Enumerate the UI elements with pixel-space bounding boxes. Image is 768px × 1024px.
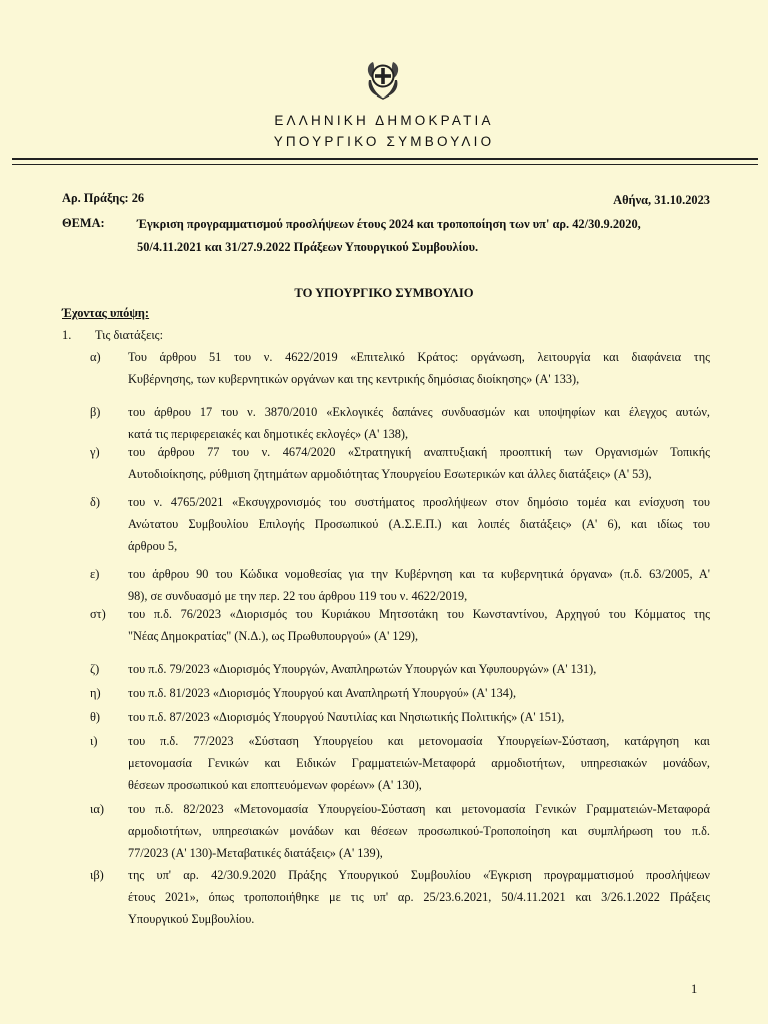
provision-line: Του άρθρου 51 του ν. 4622/2019 «Επιτελικό Κράτος: οργάνωση, λειτουργία και διαφάνεια της: [128, 350, 710, 364]
provision-line: του ν. 4765/2021 «Εκσυγχρονισμός του συστήματος προσλήψεων στον δημόσιο τομέα και ενίσχυση του: [128, 495, 710, 509]
provision-text: [128, 603, 710, 647]
provision-line: Αυτοδιοίκησης, ρύθμιση ζητημάτων αρμοδιότητας Υπουργείου Εσωτερικών και άλλες διατάξεις» (Α' 53),: [128, 467, 652, 481]
provision-line: του π.δ. 79/2023 «Διορισμός Υπουργών, Αναπληρωτών Υπουργών και Υφυπουργών» (Α' 131),: [128, 662, 597, 676]
provision-line: Κυβέρνησης, των κυβερνητικών οργάνων και της κεντρικής δημόσιας διοίκησης» (Α' 133),: [128, 372, 580, 386]
provision-line: Ανώτατου Συμβουλίου Επιλογής Προσωπικού (Α.Σ.Ε.Π.) και λοιπές διατάξεις» (Α' 6), και ιδίως του: [128, 517, 710, 531]
header-cabinet: ΥΠΟΥΡΓΙΚΟ ΣΥΜΒΟΥΛΙΟ: [273, 134, 495, 149]
provision-line: άρθρου 5,: [128, 539, 178, 553]
provision-line: 77/2023 (Α' 130)-Μεταβατικές διατάξεις» (Α' 139),: [128, 846, 383, 860]
provision-text: [128, 682, 710, 704]
provision-line: θέσεων προσωπικού και εποπτευόμενων φορέων» (Α' 130),: [128, 778, 422, 792]
provision-line: του άρθρου 17 του ν. 3870/2010 «Εκλογικές δαπάνες συνδυασμών και υποψηφίων και έλεγχος αυτών,: [128, 405, 710, 419]
provision-line: του π.δ. 77/2023 «Σύσταση Υπουργείου και μετονομασία Υπουργείων-Σύσταση, κατάργηση και: [128, 734, 710, 748]
provision-text: [128, 730, 710, 796]
header-divider: [12, 158, 758, 160]
provision-marker: δ): [90, 495, 100, 509]
having-regard-heading: Έχοντας υπόψη:: [62, 306, 150, 320]
item-number: 1.: [62, 328, 72, 342]
subject-line-1: Έγκριση προγραμματισμού προσλήψεων έτους 2024 και τροποποίηση των υπ' αρ. 42/30.9.2020,: [137, 217, 641, 231]
provision-text: [128, 798, 710, 864]
provision-text: [128, 864, 710, 930]
provision-line: 98), σε συνδυασμό με την περ. 22 του άρθρου 119 του ν. 4622/2019,: [128, 589, 468, 603]
provision-text: [128, 563, 710, 607]
header-divider-thin: [12, 164, 758, 165]
provision-line: του π.δ. 76/2023 «Διορισμός του Κυριάκου Μητσοτάκη του Κωνσταντίνου, Αρχηγού του Κόμματος της: [128, 607, 710, 621]
provision-marker: ιβ): [90, 868, 104, 882]
subject-line-2: 50/4.11.2021 και 31/27.9.2022 Πράξεων Υπουργικού Συμβουλίου.: [137, 240, 479, 254]
provision-line: του άρθρου 90 του Κώδικα νομοθεσίας για την Κυβέρνηση και τα κυβερνητικά όργανα» (π.δ. 63/2005, Α': [128, 567, 710, 581]
provision-marker: ε): [90, 567, 100, 581]
provision-marker: ζ): [90, 662, 100, 676]
provision-line: του π.δ. 87/2023 «Διορισμός Υπουργού Ναυτιλίας και Νησιωτικής Πολιτικής» (Α' 151),: [128, 710, 565, 724]
provision-line: αρμοδιοτήτων, υπηρεσιακών μονάδων και θέσεων προσωπικού-Τροποποίηση και συμπλήρωση του π.δ.: [128, 824, 710, 838]
provision-marker: θ): [90, 710, 101, 724]
provision-line: Υπουργικού Συμβουλίου.: [128, 912, 255, 926]
provision-marker: γ): [90, 445, 100, 459]
provision-marker: α): [90, 350, 101, 364]
provision-line: του π.δ. 82/2023 «Μετονομασία Υπουργείου-Σύσταση και μετονομασία Γενικών Γραμματειών-Μεταφορά: [128, 802, 710, 816]
provision-line: του άρθρου 77 του ν. 4674/2020 «Στρατηγική αναπτυξιακή προοπτική των Οργανισμών Τοπικής: [128, 445, 710, 459]
provision-text: [128, 346, 710, 390]
provision-marker: στ): [90, 607, 106, 621]
provision-text: [128, 401, 710, 445]
council-title: ΤΟ ΥΠΟΥΡΓΙΚΟ ΣΥΜΒΟΥΛΙΟ: [294, 286, 474, 300]
provision-text: [128, 706, 710, 728]
provision-line: κατά τις περιφερειακές και δημοτικές εκλογές» (Α' 138),: [128, 427, 409, 441]
provision-marker: η): [90, 686, 101, 700]
provision-line: μετονομασία Γενικών και Ειδικών Γραμματειών-Μεταφορά αρμοδιοτήτων, υπηρεσιακών μονάδων,: [128, 756, 710, 770]
provision-line: του π.δ. 81/2023 «Διορισμός Υπουργού και Αναπληρωτή Υπουργού» (Α' 134),: [128, 686, 517, 700]
provisions-label: Τις διατάξεις:: [95, 328, 164, 342]
header-republic: ΕΛΛΗΝΙΚΗ ΔΗΜΟΚΡΑΤΙΑ: [274, 113, 494, 128]
subject-label: ΘΕΜΑ:: [62, 216, 105, 230]
provision-line: έτους 2021», όπως τροποποιήθηκε με τις υπ' αρ. 25/23.6.2021, 50/4.11.2021 και 3/26.1.2022 Πράξεις: [128, 890, 710, 904]
page-number: 1: [691, 982, 698, 996]
provision-marker: β): [90, 405, 101, 419]
act-date: Αθήνα, 31.10.2023: [613, 193, 710, 207]
provision-text: [128, 441, 710, 485]
provision-marker: ι): [90, 734, 98, 748]
provision-text: [128, 491, 710, 557]
provision-text: [128, 658, 710, 680]
provision-line: της υπ' αρ. 42/30.9.2020 Πράξης Υπουργικού Συμβουλίου «Έγκριση προγραμματισμού προσλήψεων: [128, 868, 710, 882]
coat-of-arms-icon: [362, 56, 404, 100]
act-number: Αρ. Πράξης: 26: [62, 191, 145, 205]
provision-marker: ια): [90, 802, 104, 816]
provision-line: "Νέας Δημοκρατίας" (Ν.Δ.), ως Πρωθυπουργού» (Α' 129),: [128, 629, 419, 643]
